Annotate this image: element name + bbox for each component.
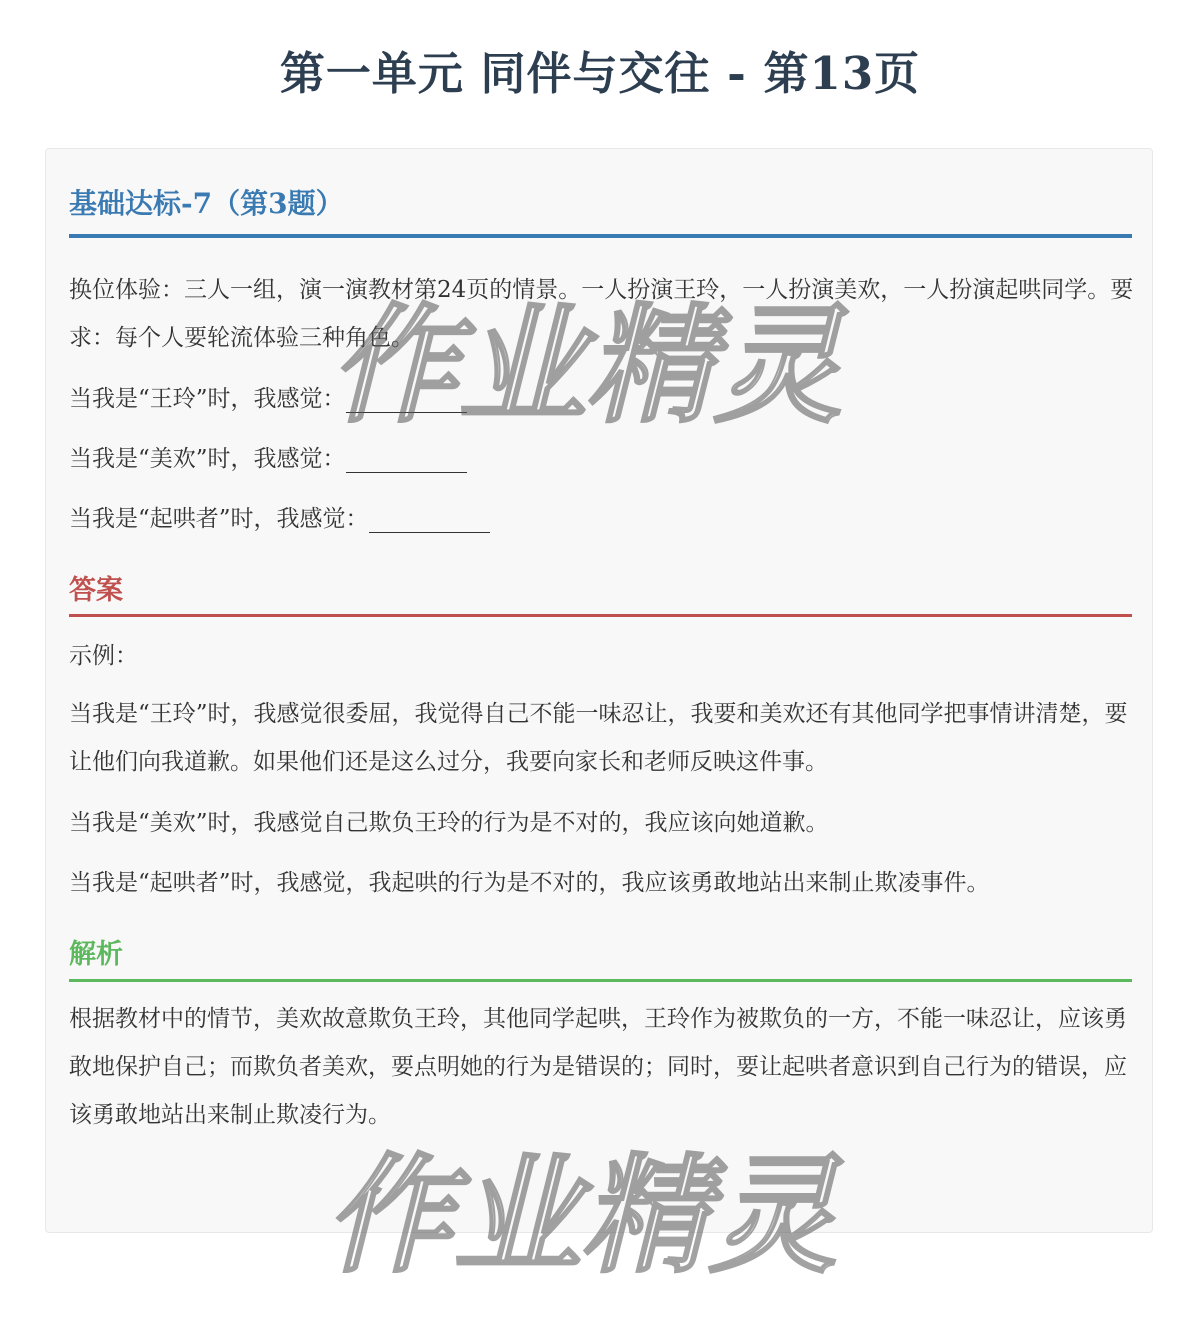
answer-blank — [346, 382, 467, 413]
answer-item-meihuan: 当我是“美欢”时，我感觉自己欺负王玲的行为是不对的，我应该向她道歉。 — [69, 810, 829, 836]
feeling-line-meihuan — [69, 435, 1134, 483]
explanation-heading: 解析 — [69, 937, 1132, 982]
watermark-text: 作业精灵 — [322, 290, 872, 441]
watermark-text: 作业精灵 — [317, 1140, 867, 1291]
answer-blank — [346, 442, 467, 473]
answer-blank — [369, 502, 490, 533]
feeling-line-label: 当我是“王玲”时，我感觉： — [69, 386, 346, 412]
page-title: 第一单元 同伴与交往 - 第13页 — [279, 47, 921, 100]
explanation-text: 根据教材中的情节，美欢故意欺负王玲，其他同学起哄，王玲作为被欺负的一方，不能一味忍让，应该勇敢地保护自己；而欺负者美欢，要点明她的行为是错误的；同时，要让起哄者意识到自己行为的错误，应该勇敢地站出来制止欺凌行为。 — [69, 1006, 1127, 1128]
question-prompt: 换位体验：三人一组，演一演教材第24页的情景。一人扮演王玲，一人扮演美欢，一人扮演起哄同学。要求：每个人要轮流体验三种角色。 — [69, 277, 1134, 351]
answer-intro: 示例： — [69, 643, 138, 669]
feeling-line-label: 当我是“美欢”时，我感觉： — [69, 446, 346, 472]
answer-heading: 答案 — [69, 573, 1132, 617]
question-heading: 基础达标-7（第3题） — [69, 185, 1132, 238]
feeling-line-onlooker — [69, 495, 1134, 543]
feeling-line-wangling — [69, 375, 1134, 423]
question-card — [45, 148, 1153, 1233]
answer-item-onlooker: 当我是“起哄者”时，我感觉，我起哄的行为是不对的，我应该勇敢地站出来制止欺凌事件。 — [69, 870, 990, 896]
answer-item-wangling: 当我是“王玲”时，我感觉很委屈，我觉得自己不能一味忍让，我要和美欢还有其他同学把事情讲清楚，要让他们向我道歉。如果他们还是这么过分，我要向家长和老师反映这件事。 — [69, 701, 1128, 775]
feeling-line-label: 当我是“起哄者”时，我感觉： — [69, 506, 369, 532]
